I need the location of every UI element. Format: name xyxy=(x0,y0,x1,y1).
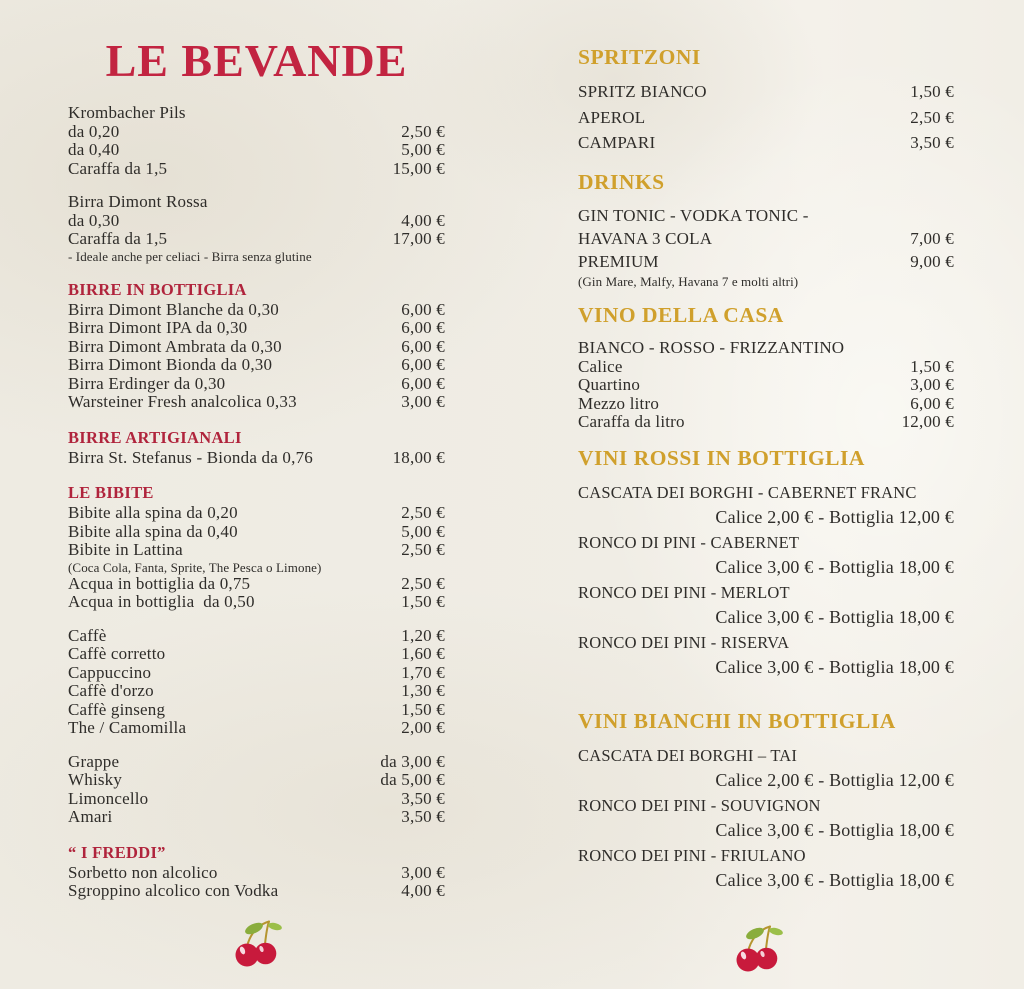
section-birre-artigianali xyxy=(68,427,445,468)
menu-item xyxy=(68,160,445,179)
item-name: Sgroppino alcolico con Vodka xyxy=(68,881,279,900)
item-price: 1,50 € xyxy=(910,82,954,101)
wine-name: RONCO DEI PINI - RISERVA xyxy=(578,632,790,652)
section-krombacher xyxy=(68,104,445,178)
item-note: (Gin Mare, Malfy, Havana 7 e molti altri) xyxy=(578,273,799,289)
item-price: 5,00 € xyxy=(401,140,445,159)
item-price: 1,20 € xyxy=(401,625,445,645)
section-caffe xyxy=(68,627,445,738)
section-vini-bianchi xyxy=(578,708,954,893)
section-heading-vino-della-casa: VINO DELLA CASA xyxy=(578,302,784,327)
menu-item xyxy=(68,790,445,809)
wine-prices: Calice 3,00 € - Bottiglia 18,00 € xyxy=(715,869,954,890)
item-note: - Ideale anche per celiaci - Birra senza glutine xyxy=(68,248,312,264)
section-distillati xyxy=(68,753,445,827)
item-note: (Coca Cola, Fanta, Sprite, The Pesca o Limone) xyxy=(68,559,322,575)
cherries-icon xyxy=(227,916,285,970)
item-price: 1,70 € xyxy=(401,662,445,682)
item-price: 6,00 € xyxy=(910,393,954,413)
menu-item xyxy=(68,393,445,412)
item-name: da 0,40 xyxy=(68,140,120,159)
section-vini-rossi xyxy=(578,445,954,680)
menu-item xyxy=(68,808,445,827)
menu-item xyxy=(578,358,954,377)
menu-item xyxy=(578,227,954,250)
wine-name: RONCO DEI PINI - MERLOT xyxy=(578,582,790,602)
item-price: 15,00 € xyxy=(392,158,445,178)
item-price: 4,00 € xyxy=(401,210,445,230)
menu-item xyxy=(68,882,445,901)
menu-item xyxy=(68,753,445,772)
section-heading-le-bibite: LE BIBITE xyxy=(68,483,154,502)
item-price: 6,00 € xyxy=(401,318,445,337)
item-name: Acqua in bottiglia da 0,75 xyxy=(68,573,251,593)
item-name: da 0,20 xyxy=(68,121,120,141)
section-dimont-rossa xyxy=(68,193,445,264)
item-name: Birra Dimont Rossa xyxy=(68,192,208,211)
item-name: Mezzo litro xyxy=(578,393,660,413)
menu-item xyxy=(68,523,445,542)
item-name: Birra St. Stefanus - Bionda da 0,76 xyxy=(68,447,313,467)
menu-item xyxy=(578,79,954,105)
section-drinks xyxy=(578,169,954,289)
wine-prices: Calice 3,00 € - Bottiglia 18,00 € xyxy=(715,819,954,840)
section-heading-drinks: DRINKS xyxy=(578,169,665,194)
item-price: 3,00 € xyxy=(401,862,445,882)
item-price: 6,00 € xyxy=(401,373,445,393)
item-price: 1,30 € xyxy=(401,681,445,700)
item-price: 2,00 € xyxy=(401,718,445,737)
item-price: da 5,00 € xyxy=(380,770,445,789)
item-name: Caraffa da 1,5 xyxy=(68,229,168,248)
item-name: SPRITZ BIANCO xyxy=(578,82,707,101)
item-name: Cappuccino xyxy=(68,662,152,682)
item-name: Warsteiner Fresh analcolica 0,33 xyxy=(68,392,297,411)
section-heading-birre-in-bottiglia: BIRRE IN BOTTIGLIA xyxy=(68,279,247,299)
menu-item xyxy=(68,593,445,612)
item-price: 3,00 € xyxy=(401,392,445,411)
item-price: 3,50 € xyxy=(401,788,445,808)
item-price: 1,60 € xyxy=(401,644,445,663)
item-price: 17,00 € xyxy=(392,229,445,248)
wine-name: RONCO DEI PINI - FRIULANO xyxy=(578,845,806,865)
item-name: Limoncello xyxy=(68,788,149,808)
wine-entry xyxy=(578,843,954,893)
item-name: Bibite in Lattina xyxy=(68,540,183,559)
cherries-icon xyxy=(728,921,786,975)
item-name: Sorbetto non alcolico xyxy=(68,862,218,882)
item-price: 18,00 € xyxy=(392,447,445,467)
wine-entry xyxy=(578,480,954,530)
item-name: Caffè d'orzo xyxy=(68,681,154,700)
menu-item xyxy=(68,449,445,468)
item-price: 6,00 € xyxy=(401,355,445,374)
item-price: 3,00 € xyxy=(910,375,954,394)
menu-item xyxy=(68,645,445,664)
menu-item xyxy=(68,575,445,594)
item-name: The / Camomilla xyxy=(68,718,187,737)
item-price: 1,50 € xyxy=(401,699,445,719)
wine-name: RONCO DEI PINI - SOUVIGNON xyxy=(578,795,821,815)
section-heading-i-freddi: “ I FREDDI” xyxy=(68,842,166,862)
section-heading-vini-bianchi: VINI BIANCHI IN BOTTIGLIA xyxy=(578,708,896,733)
item-price: 2,50 € xyxy=(401,540,445,559)
wine-prices: Calice 3,00 € - Bottiglia 18,00 € xyxy=(715,656,954,677)
wine-entry xyxy=(578,793,954,843)
item-name: Quartino xyxy=(578,375,641,394)
menu-item xyxy=(68,375,445,394)
section-vino-della-casa xyxy=(578,302,954,432)
item-price: 3,50 € xyxy=(401,807,445,826)
menu-item xyxy=(578,105,954,131)
item-name: Caffè ginseng xyxy=(68,699,166,719)
item-name: da 0,30 xyxy=(68,210,120,230)
wine-entry xyxy=(578,580,954,630)
item-name: Calice xyxy=(578,356,623,376)
menu-item xyxy=(68,123,445,142)
menu-item xyxy=(68,664,445,683)
wine-name: CASCATA DEI BORGHI - CABERNET FRANC xyxy=(578,482,917,502)
item-price: 2,50 € xyxy=(910,107,954,127)
item-name: BIANCO - ROSSO - FRIZZANTINO xyxy=(578,337,845,357)
wine-name: RONCO DI PINI - CABERNET xyxy=(578,532,800,552)
menu-item xyxy=(68,719,445,738)
menu-item xyxy=(68,338,445,357)
item-name: Caffè xyxy=(68,625,107,645)
item-name: Birra Erdinger da 0,30 xyxy=(68,373,226,393)
item-name: Whisky xyxy=(68,770,123,789)
item-price: 6,00 € xyxy=(401,299,445,319)
item-price: 1,50 € xyxy=(910,356,954,376)
section-heading-vini-rossi: VINI ROSSI IN BOTTIGLIA xyxy=(578,445,865,470)
item-price: 7,00 € xyxy=(910,228,954,248)
item-name: Grappe xyxy=(68,751,120,771)
item-name: HAVANA 3 COLA xyxy=(578,228,713,248)
cherries-icon-graphic xyxy=(227,916,285,970)
menu-item xyxy=(68,682,445,701)
wine-prices: Calice 3,00 € - Bottiglia 18,00 € xyxy=(715,556,954,577)
item-price: da 3,00 € xyxy=(380,751,445,771)
item-name: Amari xyxy=(68,807,113,826)
item-name: Caffè corretto xyxy=(68,644,166,663)
menu-item xyxy=(578,130,954,156)
menu-item xyxy=(68,319,445,338)
menu-item xyxy=(68,504,445,523)
item-name: APEROL xyxy=(578,107,646,127)
menu-item xyxy=(68,141,445,160)
wine-entry xyxy=(578,630,954,680)
menu-item xyxy=(68,301,445,320)
item-name: CAMPARI xyxy=(578,133,656,152)
menu-item xyxy=(68,864,445,883)
wine-name: CASCATA DEI BORGHI – TAI xyxy=(578,745,798,765)
item-price: 5,00 € xyxy=(401,521,445,541)
section-birre-in-bottiglia xyxy=(68,279,445,412)
menu-item xyxy=(68,541,445,560)
menu-item xyxy=(578,250,954,273)
item-name: PREMIUM xyxy=(578,251,659,271)
item-name: Bibite alla spina da 0,40 xyxy=(68,521,238,541)
item-name: Birra Dimont Bionda da 0,30 xyxy=(68,355,273,374)
left-column xyxy=(68,104,445,916)
item-name: Birra Dimont IPA da 0,30 xyxy=(68,318,248,337)
item-name: Caraffa da litro xyxy=(578,412,685,431)
menu-item xyxy=(68,627,445,646)
section-heading-spritzoni: SPRITZONI xyxy=(578,45,701,69)
menu-item xyxy=(68,212,445,231)
item-price: 9,00 € xyxy=(910,251,954,271)
menu-item xyxy=(578,395,954,414)
item-name: Caraffa da 1,5 xyxy=(68,158,168,178)
item-name: Bibite alla spina da 0,20 xyxy=(68,503,238,522)
section-heading-birre-artigianali: BIRRE ARTIGIANALI xyxy=(68,427,242,447)
item-name: Birra Dimont Blanche da 0,30 xyxy=(68,299,279,319)
item-price: 2,50 € xyxy=(401,573,445,593)
cherries-icon-graphic xyxy=(728,921,786,975)
item-name: GIN TONIC - VODKA TONIC - xyxy=(578,205,809,225)
section-le-bibite xyxy=(68,482,445,612)
wine-entry xyxy=(578,743,954,793)
item-price: 1,50 € xyxy=(401,592,445,611)
menu-item xyxy=(68,356,445,375)
item-price: 2,50 € xyxy=(401,121,445,141)
item-name: Birra Dimont Ambrata da 0,30 xyxy=(68,336,282,356)
section-spritzoni xyxy=(578,44,954,156)
page-title: LE BEVANDE xyxy=(105,35,408,86)
item-name: Krombacher Pils xyxy=(68,103,186,122)
item-price: 6,00 € xyxy=(401,336,445,356)
menu-item xyxy=(68,230,445,249)
wine-entry xyxy=(578,530,954,580)
item-price: 3,50 € xyxy=(910,133,954,152)
item-name: Acqua in bottiglia da 0,50 xyxy=(68,592,255,611)
item-price: 12,00 € xyxy=(901,412,954,431)
wine-prices: Calice 2,00 € - Bottiglia 12,00 € xyxy=(715,769,954,790)
wine-prices: Calice 3,00 € - Bottiglia 18,00 € xyxy=(715,606,954,627)
menu-item xyxy=(68,701,445,720)
section-i-freddi xyxy=(68,842,445,901)
item-price: 4,00 € xyxy=(401,881,445,900)
right-column xyxy=(578,44,954,906)
menu-item xyxy=(578,413,954,432)
menu-item xyxy=(578,376,954,395)
wine-prices: Calice 2,00 € - Bottiglia 12,00 € xyxy=(715,506,954,527)
menu-item xyxy=(68,771,445,790)
item-price: 2,50 € xyxy=(401,503,445,522)
